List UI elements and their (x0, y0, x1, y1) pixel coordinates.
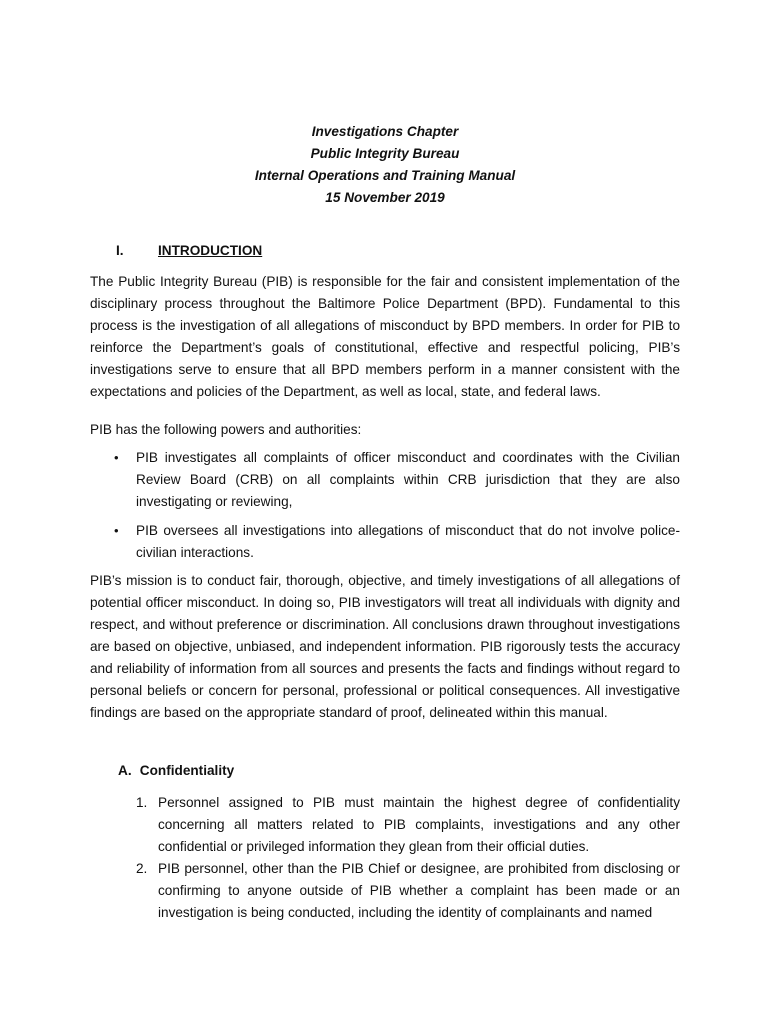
subsection-title: Confidentiality (139, 763, 235, 778)
list-item (136, 858, 680, 924)
document-title-block (0, 121, 770, 209)
chapter-title: Investigations Chapter (311, 124, 459, 139)
list-item-text: PIB personnel, other than the PIB Chief or designee, are prohibited from disclosing or confirming to anyone outside of PIB whether a complaint has been made or an investigation is being conducted, including the identity of complainants and named (158, 861, 680, 920)
list-item-text: Personnel assigned to PIB must maintain the highest degree of confidentiality concerning all matters related to PIB complaints, investigations and any other confidential or privileged information they glean from their official duties. (158, 795, 680, 854)
manual-title: Internal Operations and Training Manual (254, 168, 516, 183)
bullet-icon: • (114, 523, 119, 538)
section-heading (116, 240, 262, 262)
item-number: 2. (136, 861, 148, 876)
subsection-heading (118, 760, 234, 782)
list-item (136, 792, 680, 858)
powers-intro: PIB has the following powers and authorities: (90, 422, 362, 437)
bureau-title: Public Integrity Bureau (310, 146, 460, 161)
bullet-icon: • (114, 450, 119, 465)
powers-list (114, 447, 680, 571)
list-item-text: PIB oversees all investigations into allegations of misconduct that do not involve police-civilian interactions. (136, 523, 680, 560)
intro-paragraph: The Public Integrity Bureau (PIB) is responsible for the fair and consistent implementation of the disciplinary process throughout the Baltimore Police Department (BPD). Fundamental to this process is the investigation of all allegations of misconduct by BPD members. In order for PIB to reinforce the Department’s goals of constitutional, effective and respectful policing, PIB’s investigations serve to ensure that all BPD members perform in a manner consistent with the expectations and policies of the Department, as well as local, state, and federal laws. (90, 274, 680, 399)
mission-paragraph: PIB’s mission is to conduct fair, thorough, objective, and timely investigations of all allegations of potential officer misconduct. In doing so, PIB investigators will treat all individuals with dignity and respect, and without preference or discrimination. All conclusions drawn throughout investigations are based on objective, unbiased, and independent information. PIB rigorously tests the accuracy and reliability of information from all sources and presents the facts and findings without regard to personal beliefs or concern for personal, professional or political consequences. All investigative findings are based on the appropriate standard of proof, delineated within this manual. (90, 573, 680, 720)
section-number: I. (116, 243, 124, 258)
section-title: INTRODUCTION (158, 243, 263, 258)
subsection-letter: A. (118, 763, 132, 778)
list-item (114, 447, 680, 513)
confidentiality-list (136, 792, 680, 924)
list-item-text: PIB investigates all complaints of officer misconduct and coordinates with the Civilian Review Board (CRB) on all complaints within CRB jurisdiction that they are also investigating or reviewing, (136, 450, 680, 509)
document-date: 15 November 2019 (325, 190, 445, 205)
item-number: 1. (136, 795, 148, 810)
list-item (114, 520, 680, 564)
